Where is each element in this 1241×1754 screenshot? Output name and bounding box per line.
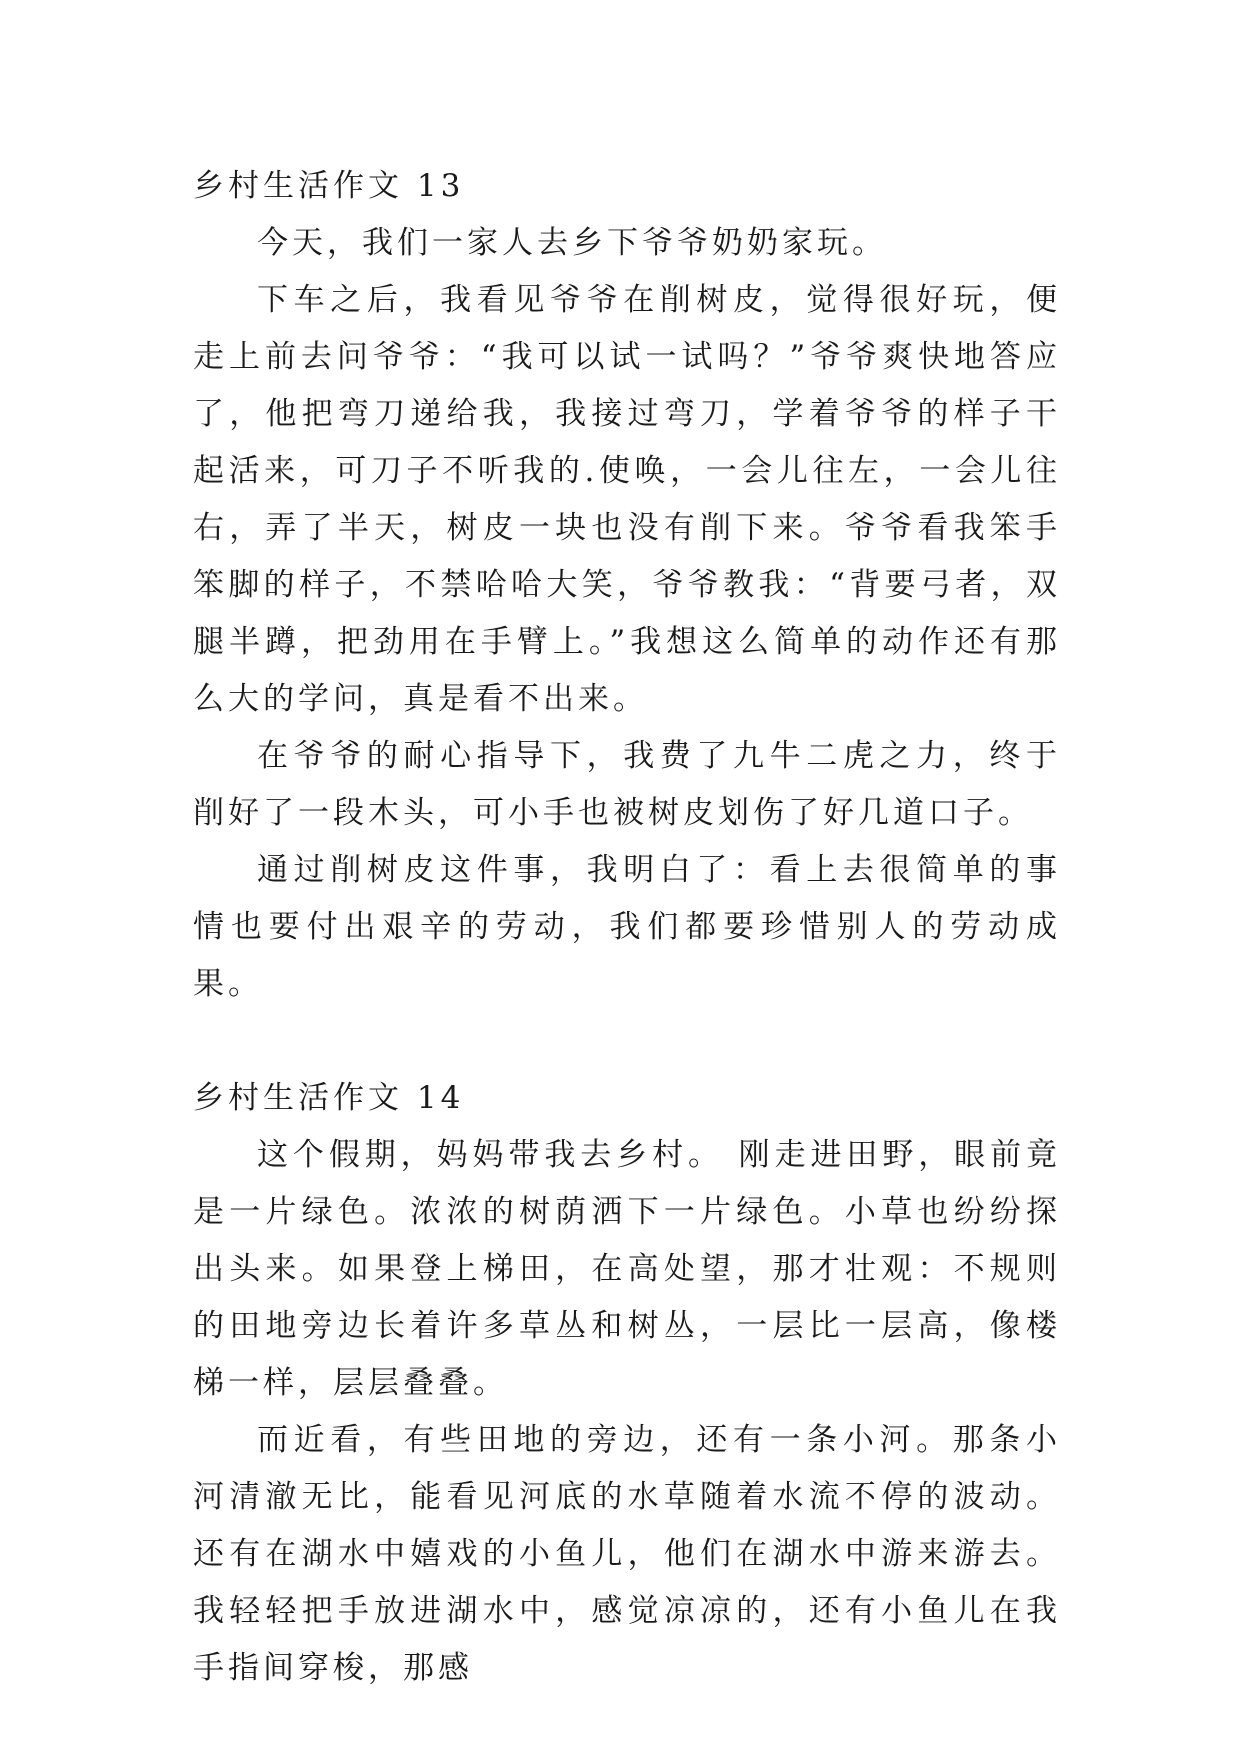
- essay-title: 乡村生活作文 14: [193, 1080, 465, 1116]
- paragraph: 在爷爷的耐心指导下，我费了九牛二虎之力，终于削好了一段木头，可小手也被树皮划伤了好几道口子。: [193, 738, 1061, 831]
- paragraph: 下车之后，我看见爷爷在削树皮，觉得很好玩，便走上前去问爷爷：“我可以试一试吗？”爷爷爽快地答应了，他把弯刀递给我，我接过弯刀，学着爷爷的样子干起活来，可刀子不听我的.使唤，一会儿往左，一会儿往右，弄了半天，树皮一块也没有削下来。爷爷看我笨手笨脚的样子，不禁哈哈大笑，爷爷教我：“背要弓者，双腿半蹲，把劲用在手臂上。”我想这么简单的动作还有那么大的学问，真是看不出来。: [193, 282, 1061, 717]
- essay-13: [193, 158, 1061, 1013]
- paragraph: 这个假期，妈妈带我去乡村。 刚走进田野，眼前竟是一片绿色。浓浓的树荫洒下一片绿色。小草也纷纷探出头来。如果登上梯田，在高处望，那才壮观：不规则的田地旁边长着许多草丛和树丛，一层比一层高，像楼梯一样，层层叠叠。: [193, 1137, 1061, 1401]
- essay-title: 乡村生活作文 13: [193, 168, 465, 204]
- paragraph: 通过削树皮这件事，我明白了：看上去很简单的事情也要付出艰辛的劳动，我们都要珍惜别人的劳动成果。: [193, 852, 1061, 1002]
- paragraph: 今天，我们一家人去乡下爷爷奶奶家玩。: [257, 225, 887, 261]
- essay-14: [193, 1070, 1061, 1697]
- paragraph: 而近看，有些田地的旁边，还有一条小河。那条小河清澈无比，能看见河底的水草随着水流不停的波动。还有在湖水中嬉戏的小鱼儿，他们在湖水中游来游去。我轻轻把手放进湖水中，感觉凉凉的，还有小鱼儿在我手指间穿梭，那感: [193, 1422, 1061, 1686]
- document-body: [193, 158, 1061, 1697]
- section-spacer: [193, 1013, 1061, 1070]
